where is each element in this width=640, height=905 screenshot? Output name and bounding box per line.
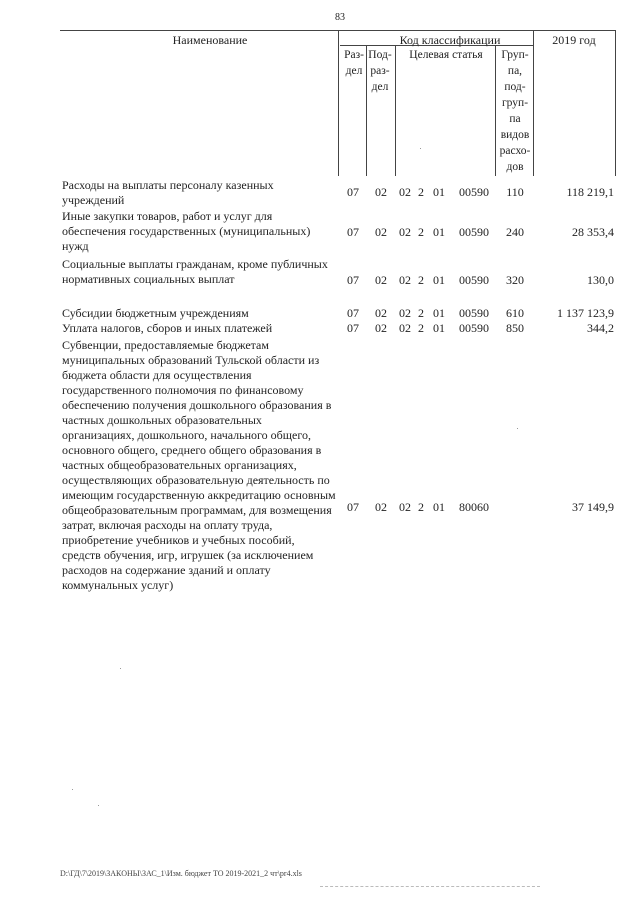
row-amount: 28 353,4 (572, 225, 614, 239)
row-razdel: 07 (347, 321, 359, 335)
row-subprogram: 2 (418, 321, 424, 335)
scan-speck (120, 668, 121, 669)
row-podrazdel: 02 (375, 306, 387, 320)
row-subprogram: 2 (418, 225, 424, 239)
row-subprogram: 2 (418, 306, 424, 320)
row-group: 110 (506, 185, 524, 199)
scan-speck (72, 789, 73, 790)
row-amount: 37 149,9 (572, 500, 614, 514)
row-number: 00590 (459, 321, 489, 335)
row-direction: 01 (433, 500, 445, 514)
row-group: 240 (506, 225, 524, 239)
row-direction: 01 (433, 321, 445, 335)
header-code: Код классификации (399, 33, 501, 47)
row-name: Субсидии бюджетным учреждениям (62, 306, 249, 320)
row-direction: 01 (433, 225, 445, 239)
row-program: 02 (399, 306, 411, 320)
header-razdel: Раз- дел (344, 49, 364, 77)
row-amount: 118 219,1 (566, 185, 614, 199)
row-amount: 130,0 (587, 273, 614, 287)
row-program: 02 (399, 185, 411, 199)
row-name: Уплата налогов, сборов и иных платежей (62, 321, 273, 335)
row-number: 00590 (459, 306, 489, 320)
row-direction: 01 (433, 306, 445, 320)
row-subprogram: 2 (418, 273, 424, 287)
scan-speck (98, 805, 99, 806)
row-podrazdel: 02 (375, 225, 387, 239)
row-number: 00590 (459, 185, 489, 199)
row-group: 320 (506, 273, 524, 287)
row-program: 02 (399, 225, 411, 239)
row-program: 02 (399, 273, 411, 287)
row-group: 610 (506, 306, 524, 320)
row-podrazdel: 02 (375, 273, 387, 287)
footer-dashed-line (320, 886, 540, 887)
header-divider-right (615, 30, 616, 176)
row-name: Социальные выплаты гражданам, кроме публичных нормативных социальных выплат (62, 257, 328, 286)
row-razdel: 07 (347, 306, 359, 320)
row-name: Расходы на выплаты персоналу казенных учреждений (62, 178, 274, 207)
row-razdel: 07 (347, 500, 359, 514)
row-number: 00590 (459, 273, 489, 287)
header-podrazdel: Под- раз- дел (368, 49, 392, 93)
row-name: Иные закупки товаров, работ и услуг для обеспечения государственных (муниципальных) нужд (62, 209, 311, 253)
row-podrazdel: 02 (375, 185, 387, 199)
header-divider-name (338, 30, 339, 176)
scan-speck (517, 428, 518, 429)
row-razdel: 07 (347, 273, 359, 287)
header-divider-podrazdel (395, 45, 396, 176)
header-name: Наименование (172, 33, 248, 47)
footer-file-path: D:\ГД\7\2019\ЗАКОНЫ\ЗАС_1\Изм. бюджет ТО 2019-2021_2 чт\pr4.xls (60, 869, 302, 878)
header-group: Груп- па, под- груп- па видов расхо- дов (499, 49, 531, 173)
row-subprogram: 2 (418, 500, 424, 514)
row-direction: 01 (433, 273, 445, 287)
row-number: 00590 (459, 225, 489, 239)
row-name: Субвенции, предоставляемые бюджетам муниципальных образований Тульской области из бюджета области для осуществления государственного полномочия по финансовому обеспечению получения дошкольного образования в частных дошкольных образовательных организациях, дошкольного, начального общего, основного общего, среднего общего образования в частных общеобразовательных организациях, осуществляющих образовательную деятельность по имеющим государственную аккредитацию основным общеобразовательным программам, для возмещения затрат, включая расходы на оплату труда, приобретение учебников и учебных пособий, средств обучения, игр, игрушек (за исключением расходов на содержание зданий и оплату коммунальных услуг) (62, 338, 336, 592)
page-number: 83 (335, 12, 345, 23)
row-program: 02 (399, 500, 411, 514)
row-amount: 344,2 (587, 321, 614, 335)
scan-speck (420, 148, 421, 149)
row-program: 02 (399, 321, 411, 335)
row-group: 850 (506, 321, 524, 335)
row-amount: 1 137 123,9 (557, 306, 614, 320)
row-number: 80060 (459, 500, 489, 514)
row-podrazdel: 02 (375, 500, 387, 514)
row-direction: 01 (433, 185, 445, 199)
row-razdel: 07 (347, 185, 359, 199)
row-subprogram: 2 (418, 185, 424, 199)
row-razdel: 07 (347, 225, 359, 239)
row-podrazdel: 02 (375, 321, 387, 335)
header-target: Целевая статья (409, 49, 483, 61)
header-year: 2019 год (552, 33, 596, 47)
